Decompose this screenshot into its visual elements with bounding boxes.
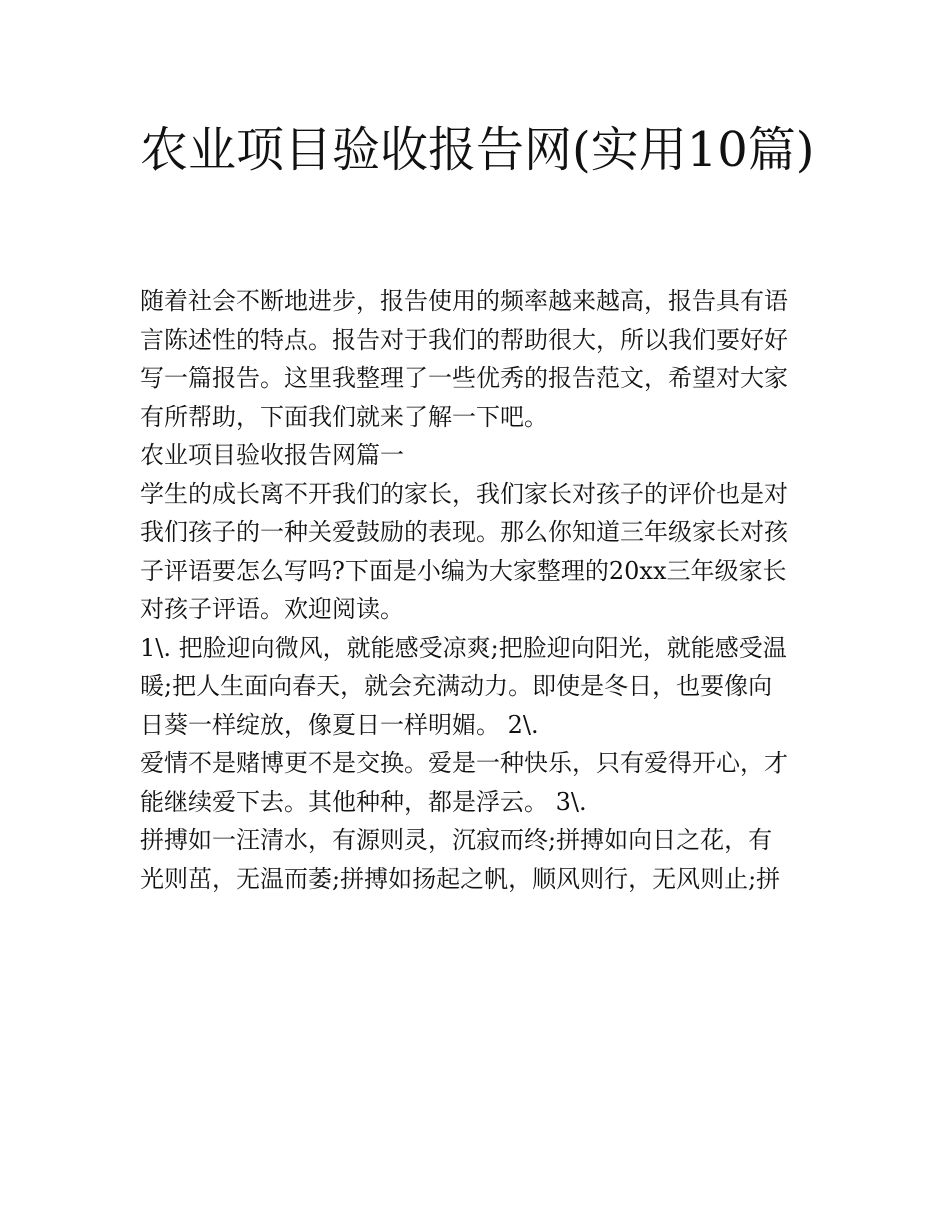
document-title: 农业项目验收报告网(实用10篇) bbox=[140, 122, 815, 178]
text-line: 有所帮助，下面我们就来了解一下吧。 bbox=[140, 402, 548, 431]
text-line: 学生的成长离不开我们的家长，我们家长对孩子的评价也是对 bbox=[140, 479, 788, 508]
document-body bbox=[140, 282, 820, 898]
text-line: 随着社会不断地进步，报告使用的频率越来越高，报告具有语 bbox=[140, 287, 788, 315]
text-line: 日葵一样绽放，像夏日一样明媚。 2\. bbox=[140, 710, 539, 739]
text-line: 能继续爱下去。其他种种，都是浮云。 3\. bbox=[140, 787, 587, 816]
text-line: 言陈述性的特点。报告对于我们的帮助很大，所以我们要好好 bbox=[140, 325, 788, 354]
text-line: 1\. 把脸迎向微风，就能感受凉爽;把脸迎向阳光，就能感受温 bbox=[140, 633, 787, 662]
text-line: 爱情不是赌博更不是交换。爱是一种快乐，只有爱得开心，才 bbox=[140, 749, 788, 777]
text-line: 光则茁，无温而萎;拼搏如扬起之帆，顺风则行，无风则止;拼 bbox=[140, 864, 781, 893]
text-line: 写一篇报告。这里我整理了一些优秀的报告范文，希望对大家 bbox=[140, 364, 788, 392]
section-heading: 农业项目验收报告网篇一 bbox=[140, 441, 404, 469]
text-line: 暖;把人生面向春天，就会充满动力。即使是冬日，也要像向 bbox=[140, 672, 773, 700]
text-line: 对孩子评语。欢迎阅读。 bbox=[140, 595, 404, 623]
text-line: 我们孩子的一种关爱鼓励的表现。那么你知道三年级家长对孩 bbox=[140, 518, 788, 546]
text-line: 拼搏如一汪清水，有源则灵，沉寂而终;拼搏如向日之花，有 bbox=[140, 826, 773, 854]
text-line: 子评语要怎么写吗?下面是小编为大家整理的20xx三年级家长 bbox=[140, 556, 787, 585]
